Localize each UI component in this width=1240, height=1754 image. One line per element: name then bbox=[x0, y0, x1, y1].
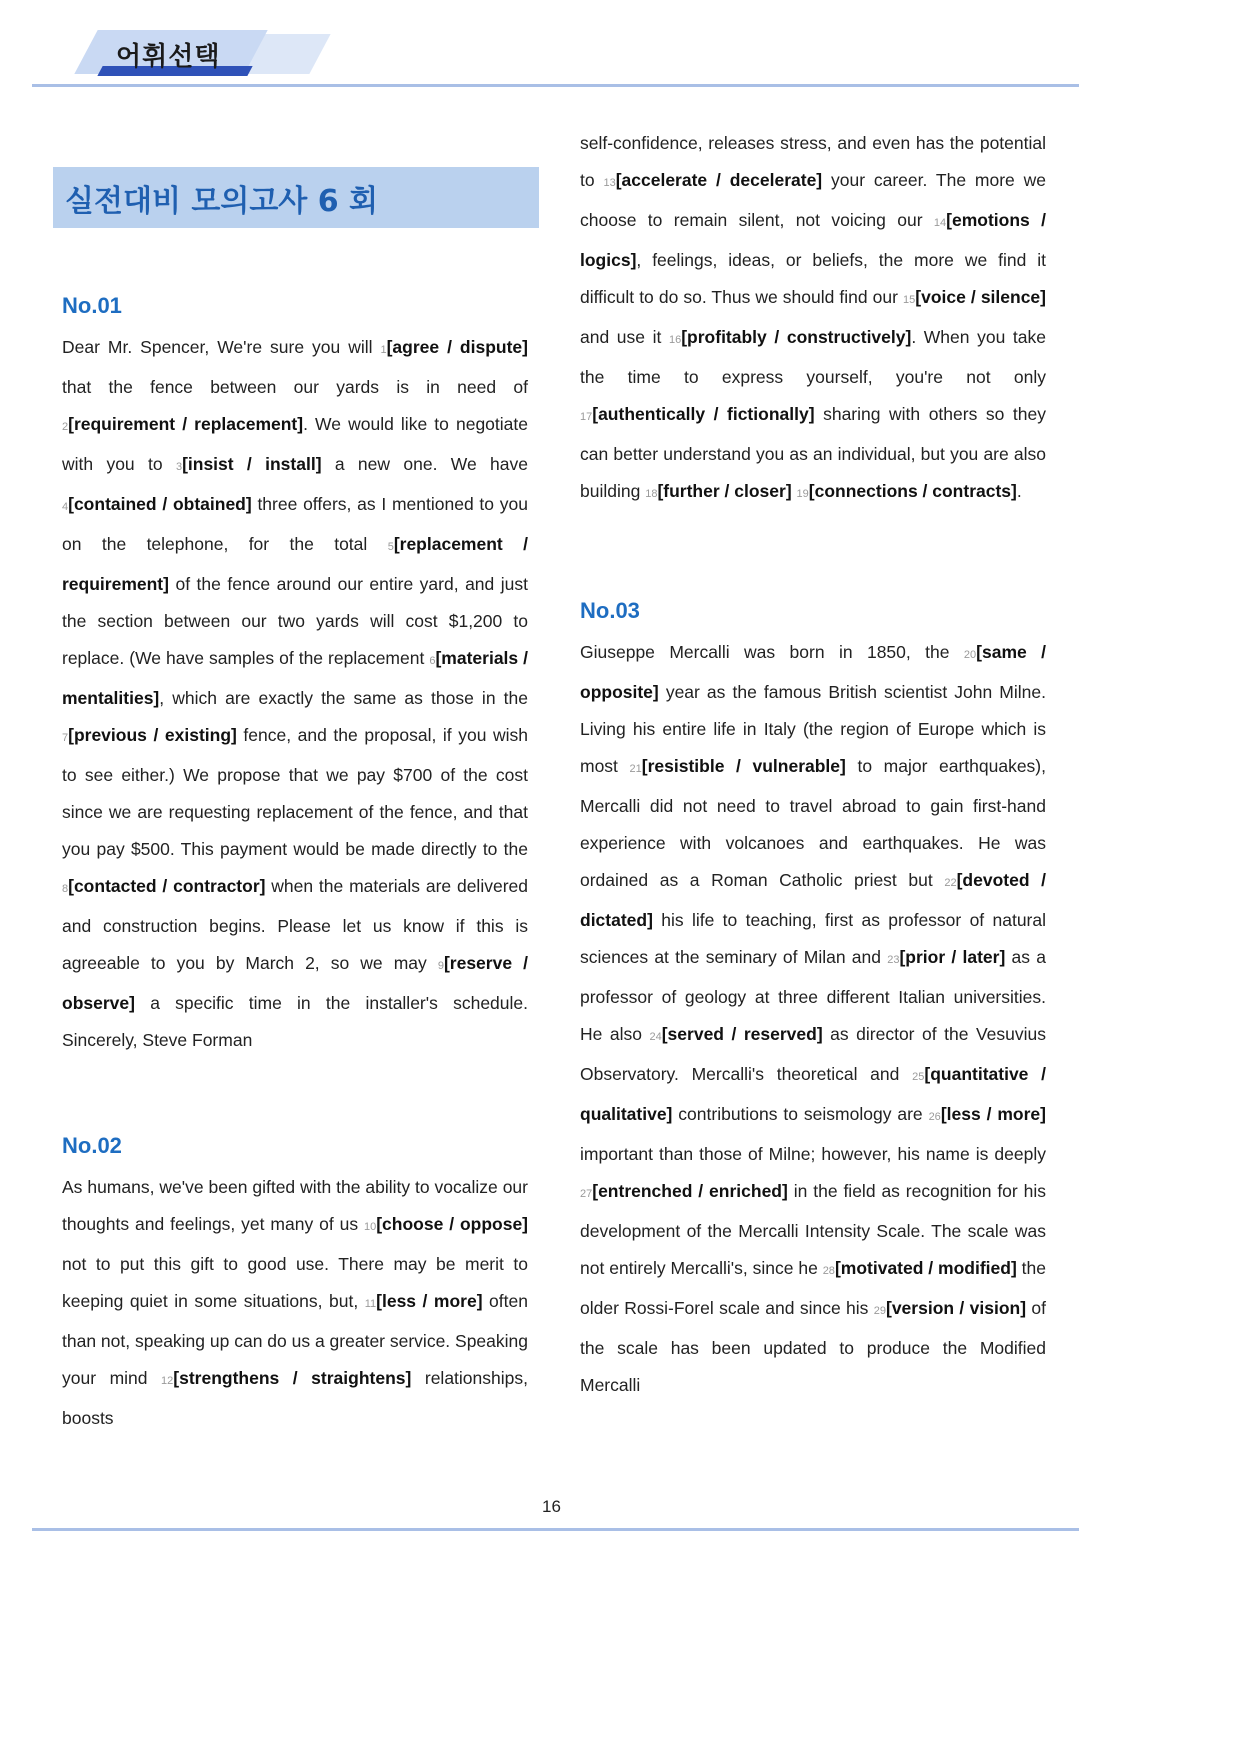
word-choice: [less / more] bbox=[940, 1104, 1046, 1124]
header-divider bbox=[32, 84, 1079, 87]
question-number: 4 bbox=[62, 501, 69, 513]
passage-text: . bbox=[1016, 481, 1022, 501]
question-number: 16 bbox=[668, 334, 682, 346]
word-choice: [emotions / logics] bbox=[580, 210, 1046, 270]
passage-text: as a professor of geology at three different Italian universities. He also bbox=[580, 947, 1046, 1044]
footer-divider bbox=[32, 1528, 1079, 1531]
word-choice: [requirement / replacement] bbox=[68, 414, 304, 434]
word-choice: [insist / install] bbox=[182, 454, 322, 474]
passage-text: , which are exactly the same as those in the bbox=[159, 688, 528, 708]
passage-text: sharing with others so they can better understand you as an individual, but you are also building bbox=[580, 404, 1046, 501]
question-number: 3 bbox=[175, 461, 183, 473]
passage-text: . When you take the time to express yourself, you're not only bbox=[580, 327, 1046, 387]
word-choice: [connections / contracts] bbox=[808, 481, 1017, 501]
passage-text: when the materials are delivered and construction begins. Please let us know if this is agreeable to you by March 2, so we may bbox=[62, 876, 528, 973]
passage-text: relationships, boosts bbox=[62, 1368, 528, 1428]
page-header bbox=[0, 0, 1103, 100]
word-choice: [version / vision] bbox=[886, 1298, 1027, 1318]
passage-text: . We would like to negotiate with you to bbox=[62, 414, 528, 474]
word-choice: [materials / mentalities] bbox=[62, 648, 529, 708]
passage-text: as director of the Vesuvius Observatory. Mercalli's theoretical and bbox=[580, 1024, 1046, 1084]
question-number: 13 bbox=[603, 177, 616, 189]
passage-text: in the field as recognition for his development of the Mercalli Intensity Scale. The scale was not entirely Mercalli's, since he bbox=[580, 1181, 1046, 1278]
word-choice: [motivated / modified] bbox=[834, 1258, 1017, 1278]
question-number: 17 bbox=[580, 411, 593, 423]
question-number: 25 bbox=[912, 1071, 925, 1083]
passage-text: your career. The more we choose to remain silent, not voicing our bbox=[580, 170, 1046, 230]
question-number: 14 bbox=[933, 217, 947, 229]
word-choice: [less / more] bbox=[376, 1291, 483, 1311]
question-number: 6 bbox=[429, 655, 436, 667]
question-number: 10 bbox=[363, 1221, 377, 1233]
question-number: 22 bbox=[944, 877, 957, 889]
passage-text: a specific time in the installer's schedule. Sincerely, Steve Forman bbox=[62, 993, 528, 1050]
section-heading: No.02 bbox=[62, 1133, 122, 1158]
header-title: 어휘선택 bbox=[116, 42, 221, 72]
question-number: 27 bbox=[580, 1188, 593, 1200]
passage-text: his life to teaching, first as professor of natural sciences at the seminary of Milan and bbox=[580, 910, 1046, 967]
section-no01 bbox=[62, 293, 528, 1059]
question-number: 28 bbox=[822, 1265, 835, 1277]
passage-text: that the fence between our yards is in need of bbox=[62, 377, 528, 397]
passage-text: of the scale has been updated to produce the Modified Mercalli bbox=[580, 1298, 1046, 1395]
section-body bbox=[580, 125, 1046, 513]
passage-text: of the fence around our entire yard, and just the section between our two yards will cost $1,200 to replace. (We have samples of the replacement bbox=[62, 574, 528, 668]
question-number: 18 bbox=[645, 488, 658, 500]
question-number: 23 bbox=[887, 954, 900, 966]
question-number: 24 bbox=[649, 1031, 662, 1043]
passage-text: to major earthquakes), Mercalli did not need to travel abroad to gain first-hand experience with volcanoes and earthquakes. He was ordained as a Roman Catholic priest but bbox=[580, 756, 1046, 890]
passage-text: important than those of Milne; however, his name is deeply bbox=[580, 1144, 1046, 1164]
passage-text: Giuseppe Mercalli was born in 1850, the bbox=[580, 642, 964, 662]
word-choice: [voice / silence] bbox=[915, 287, 1046, 307]
word-choice: [profitably / constructively] bbox=[681, 327, 912, 347]
section-heading: No.03 bbox=[580, 598, 640, 623]
word-choice: [devoted / dictated] bbox=[580, 870, 1046, 930]
question-number: 29 bbox=[873, 1305, 886, 1317]
question-number: 2 bbox=[62, 421, 69, 433]
word-choice: [further / closer] bbox=[657, 481, 792, 501]
word-choice: [contained / obtained] bbox=[68, 494, 252, 514]
section-no02-continued bbox=[580, 125, 1046, 513]
question-number: 12 bbox=[161, 1375, 174, 1387]
passage-text: the older Rossi-Forel scale and since his bbox=[580, 1258, 1046, 1318]
passage-text: a new one. We have bbox=[321, 454, 528, 474]
word-choice: [contacted / contractor] bbox=[68, 876, 266, 896]
passage-text: not to put this gift to good use. There may be merit to keeping quiet in some situations, but, bbox=[62, 1254, 528, 1311]
section-no03 bbox=[580, 598, 1046, 1404]
question-number: 5 bbox=[387, 541, 394, 553]
word-choice: [entrenched / enriched] bbox=[592, 1181, 788, 1201]
passage-text: As humans, we've been gifted with the ability to vocalize our thoughts and feelings, yet many of us bbox=[62, 1177, 528, 1234]
word-choice: [authentically / fictionally] bbox=[592, 404, 815, 424]
passage-text: self-confidence, releases stress, and even has the potential to bbox=[580, 133, 1046, 190]
question-number: 21 bbox=[629, 763, 642, 775]
question-number: 1 bbox=[380, 344, 387, 356]
passage-text: year as the famous British scientist John Milne. Living his entire life in Italy (the region of Europe which is most bbox=[580, 682, 1046, 776]
passage-text: and use it bbox=[580, 327, 669, 347]
section-body bbox=[580, 634, 1046, 1404]
question-number: 26 bbox=[928, 1111, 941, 1123]
word-choice: [prior / later] bbox=[899, 947, 1006, 967]
word-choice: [same / opposite] bbox=[580, 642, 1047, 702]
word-choice: [choose / oppose] bbox=[376, 1214, 529, 1234]
passage-text: fence, and the proposal, if you wish to see either.) We propose that we pay $700 of the cost since we are requesting replacement of the fence, and that you pay $500. This payment would be made directly to the bbox=[62, 725, 529, 859]
passage-text: often than not, speaking up can do us a greater service. Speaking your mind bbox=[62, 1291, 528, 1388]
word-choice: [replacement / requirement] bbox=[62, 534, 528, 594]
question-number: 8 bbox=[62, 883, 69, 895]
question-number: 20 bbox=[963, 649, 977, 661]
section-body bbox=[62, 1169, 528, 1437]
question-number: 19 bbox=[796, 488, 809, 500]
question-number: 15 bbox=[903, 294, 916, 306]
passage-text: , feelings, ideas, or beliefs, the more we find it difficult to do so. Thus we should find our bbox=[580, 250, 1046, 307]
passage-text: three offers, as I mentioned to you on the telephone, for the total bbox=[62, 494, 528, 554]
passage-text: Dear Mr. Spencer, We're sure you will bbox=[62, 337, 381, 357]
section-no02 bbox=[62, 1133, 528, 1437]
question-number: 9 bbox=[437, 960, 444, 972]
word-choice: [resistible / vulnerable] bbox=[641, 756, 846, 776]
word-choice: [previous / existing] bbox=[68, 725, 237, 745]
word-choice: [accelerate / decelerate] bbox=[615, 170, 823, 190]
question-number: 11 bbox=[364, 1298, 377, 1310]
word-choice: [strengthens / straightens] bbox=[173, 1368, 412, 1388]
section-body bbox=[62, 329, 528, 1059]
word-choice: [agree / dispute] bbox=[386, 337, 528, 357]
exam-title: 실전대비 모의고사 6 회 bbox=[53, 167, 539, 228]
question-number: 7 bbox=[62, 732, 69, 744]
word-choice: [served / reserved] bbox=[661, 1024, 823, 1044]
passage-text: contributions to seismology are bbox=[672, 1104, 929, 1124]
section-heading: No.01 bbox=[62, 293, 122, 318]
word-choice: [reserve / observe] bbox=[62, 953, 528, 1013]
page-number: 16 bbox=[542, 1497, 561, 1516]
word-choice: [quantitative / qualitative] bbox=[580, 1064, 1047, 1124]
